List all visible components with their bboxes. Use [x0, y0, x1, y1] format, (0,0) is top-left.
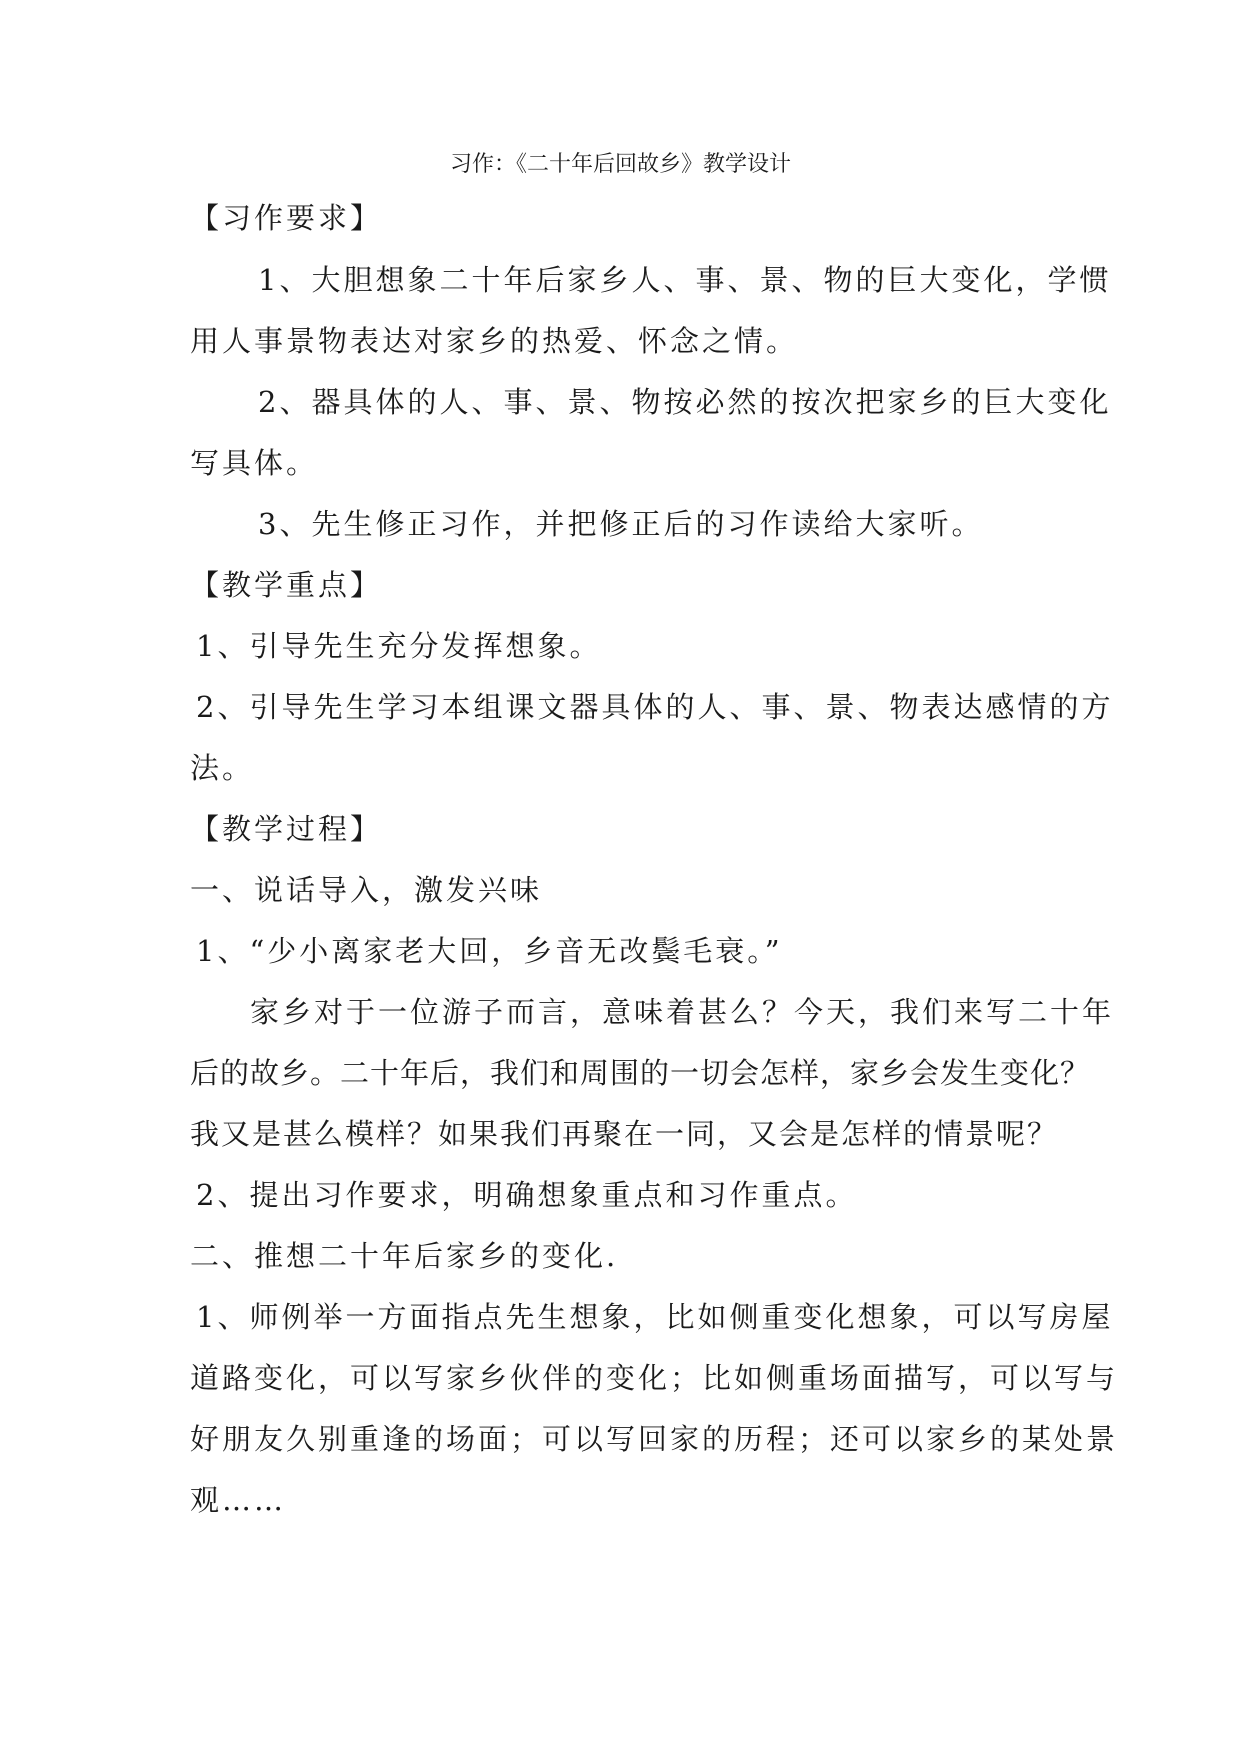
- paragraph-line: 二、推想二十年后家乡的变化.: [190, 1239, 619, 1273]
- paragraph-line: 写具体。: [190, 446, 319, 480]
- paragraph-line: 2、器具体的人、事、景、物按必然的按次把家乡的巨大变化: [258, 385, 1112, 419]
- paragraph-line: 1、“少小离家老大回，乡音无改鬓毛衰。”: [196, 934, 783, 968]
- paragraph-line: 2、提出习作要求，明确想象重点和习作重点。: [196, 1178, 858, 1212]
- paragraph-line: 观……: [190, 1483, 287, 1517]
- paragraph-line: 1、师例举一方面指点先生想象，比如侧重变化想象，可以写房屋: [196, 1300, 1114, 1334]
- paragraph-line: 1、引导先生充分发挥想象。: [196, 629, 602, 663]
- paragraph-line: 用人事景物表达对家乡的热爱、怀念之情。: [190, 324, 799, 358]
- paragraph-line: 我又是甚么模样？如果我们再聚在一同，又会是怎样的情景呢？: [190, 1117, 1059, 1151]
- document-title: 习作：《二十年后回故乡》教学设计: [449, 152, 791, 177]
- section-heading-requirements: 【习作要求】: [190, 201, 383, 235]
- paragraph-line: 3、先生修正习作，并把修正后的习作读给大家听。: [258, 507, 984, 541]
- paragraph-line: 好朋友久别重逢的场面；可以写回家的历程；还可以家乡的某处景: [190, 1422, 1119, 1456]
- paragraph-line: 道路变化，可以写家乡伙伴的变化；比如侧重场面描写，可以写与: [190, 1361, 1119, 1395]
- paragraph-line: 一、说话导入，激发兴味: [190, 873, 543, 907]
- paragraph-line: 家乡对于一位游子而言，意味着甚么？今天，我们来写二十年: [250, 995, 1115, 1029]
- paragraph-line: 2、引导先生学习本组课文器具体的人、事、景、物表达感情的方: [196, 690, 1114, 724]
- paragraph-line: 法。: [190, 751, 255, 785]
- section-heading-process: 【教学过程】: [190, 812, 383, 846]
- paragraph-line: 后的故乡。二十年后，我们和周围的一切会怎样，家乡会发生变化？: [190, 1056, 1091, 1090]
- paragraph-line: 1、大胆想象二十年后家乡人、事、景、物的巨大变化，学惯: [258, 263, 1112, 297]
- section-heading-key-points: 【教学重点】: [190, 568, 383, 602]
